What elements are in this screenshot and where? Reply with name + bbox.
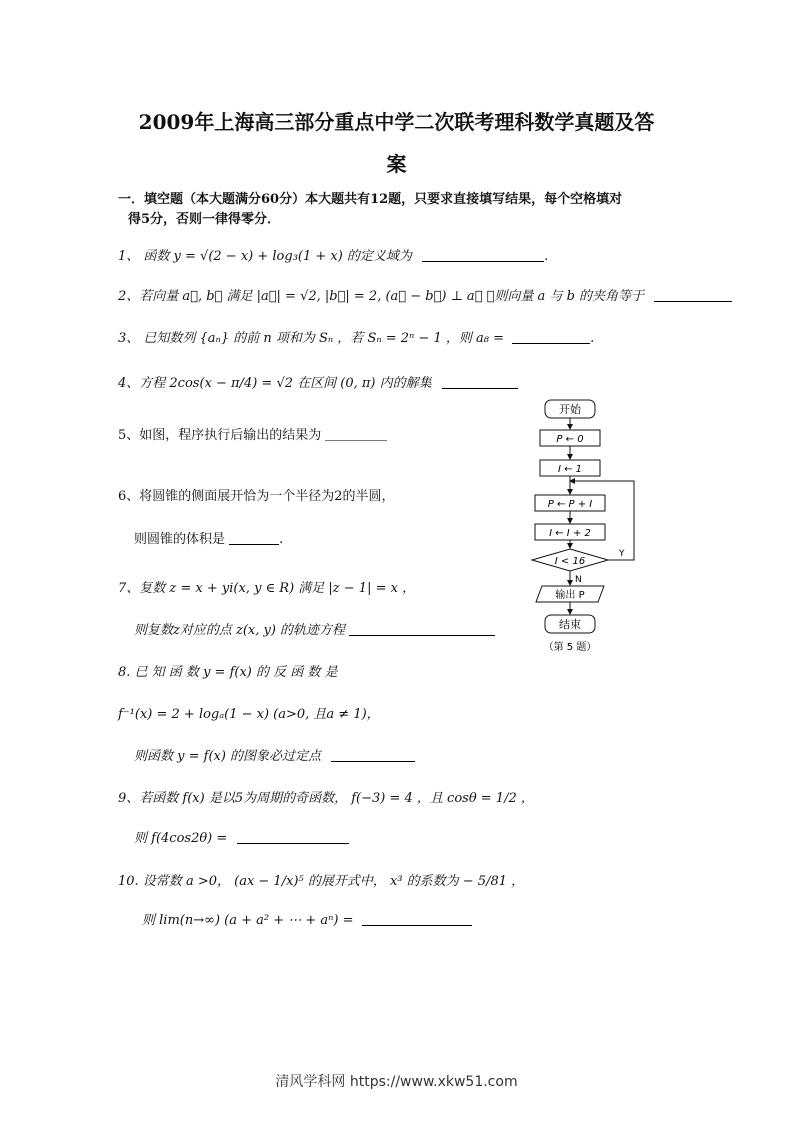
answer-blank-10[interactable] <box>362 913 472 926</box>
question-5 <box>118 424 387 443</box>
question-8-line1: 8. 已 知 函 数 y = f(x) 的 反 函 数 是 <box>118 665 338 680</box>
page-title-continued: 案 <box>386 152 407 176</box>
flowchart-end-label: 结束 <box>559 618 581 631</box>
flowchart-output-label: 输出 P <box>555 590 585 601</box>
flowchart-caption: （第 5 题） <box>543 642 597 653</box>
question-8-text: 则函数 y = f(x) 的图象必过定点 <box>134 749 322 764</box>
question-6-period: . <box>279 532 284 547</box>
question-1-period: . <box>544 249 549 264</box>
question-8-line2: f⁻¹(x) = 2 + logₐ(1 − x) (a>0, 且a ≠ 1)， <box>118 707 380 722</box>
question-9-text: 则 f(4cos2θ) = <box>134 831 228 846</box>
question-5-text: 5、如图，程序执行后输出的结果为 <box>118 428 322 443</box>
answer-blank-8[interactable] <box>331 749 415 762</box>
answer-blank-9[interactable] <box>237 831 349 844</box>
question-1 <box>118 245 548 264</box>
flowchart-q5 <box>518 392 648 658</box>
question-3 <box>118 327 594 346</box>
footer-watermark: 清风学科网 https://www.xkw51.com <box>275 1074 518 1090</box>
flowchart-start-label: 开始 <box>559 403 581 416</box>
question-10-line1: 10. 设常数 a >0， (ax − 1/x)⁵ 的展开式中， x³ 的系数为 − 5/81 ， <box>118 874 525 889</box>
question-9-line1: 9、若函数 f(x) 是以5为周期的奇函数， f(−3) = 4 ，且 cosθ = 1/2 ， <box>118 791 534 806</box>
question-7-line1: 7、复数 z = x + yi(x, y ∈ R) 满足 |z − 1| = x ， <box>118 581 416 596</box>
section-heading-line1: 一．填空题（本大题满分60分）本大题共有12题，只要求直接填写结果，每个空格填对 <box>118 192 623 207</box>
page-title: 2009年上海高三部分重点中学二次联考理科数学真题及答 <box>138 110 655 134</box>
section-heading-line2: 得5分，否则一律得零分． <box>128 212 281 227</box>
answer-blank-3[interactable] <box>512 331 590 344</box>
flowchart-no-label: N <box>575 575 582 585</box>
flowchart-update-p-label: P ← P + I <box>547 499 593 510</box>
question-7-line2 <box>134 619 495 638</box>
section-heading <box>118 190 688 230</box>
flowchart-init-i-label: I ← 1 <box>557 464 583 475</box>
question-4-text: 4、方程 2cos(x − π/4) = √2 在区间 (0, π) 内的解集 <box>118 376 432 391</box>
question-9-line2 <box>134 827 349 846</box>
flowchart-decision-label: I < 16 <box>554 556 586 567</box>
question-10-line2 <box>142 909 472 928</box>
question-10-text: 则 lim(n→∞) (a + a² + ⋯ + aⁿ) = <box>142 913 354 928</box>
question-3-period: . <box>590 331 595 346</box>
question-8-line3 <box>134 745 415 764</box>
question-2-text: 2、若向量 a⃗, b⃗ 满足 |a⃗| = √2, |b⃗| = 2, (a⃗ − b⃗) ⊥ a⃗ ，则向量 a 与 b 的夹角等于 <box>118 289 645 304</box>
answer-blank-5[interactable] <box>325 428 387 441</box>
question-6-line2 <box>134 528 283 547</box>
flowchart-yes-label: Y <box>619 549 625 559</box>
question-3-text: 3、 已知数列 {aₙ} 的前 n 项和为 Sₙ ，若 Sₙ = 2ⁿ − 1 ，则 a₈ = <box>118 331 504 346</box>
answer-blank-2[interactable] <box>654 289 732 302</box>
answer-blank-7[interactable] <box>349 623 495 636</box>
question-1-text: 1、 函数 y = √(2 − x) + log₃(1 + x) 的定义域为 <box>118 249 412 264</box>
question-4 <box>118 372 518 391</box>
question-2 <box>118 285 732 304</box>
answer-blank-1[interactable] <box>422 249 544 262</box>
answer-blank-4[interactable] <box>442 376 518 389</box>
question-7-text: 则复数z对应的点 z(x, y) 的轨迹方程 <box>134 623 346 638</box>
question-6-line1: 6、将圆锥的侧面展开恰为一个半径为2的半圆， <box>118 489 395 504</box>
flowchart-init-p-label: P ← 0 <box>556 434 584 445</box>
flowchart-update-i-label: I ← I + 2 <box>549 528 591 539</box>
question-6-text: 则圆锥的体积是 <box>134 532 226 547</box>
answer-blank-6[interactable] <box>229 532 279 545</box>
